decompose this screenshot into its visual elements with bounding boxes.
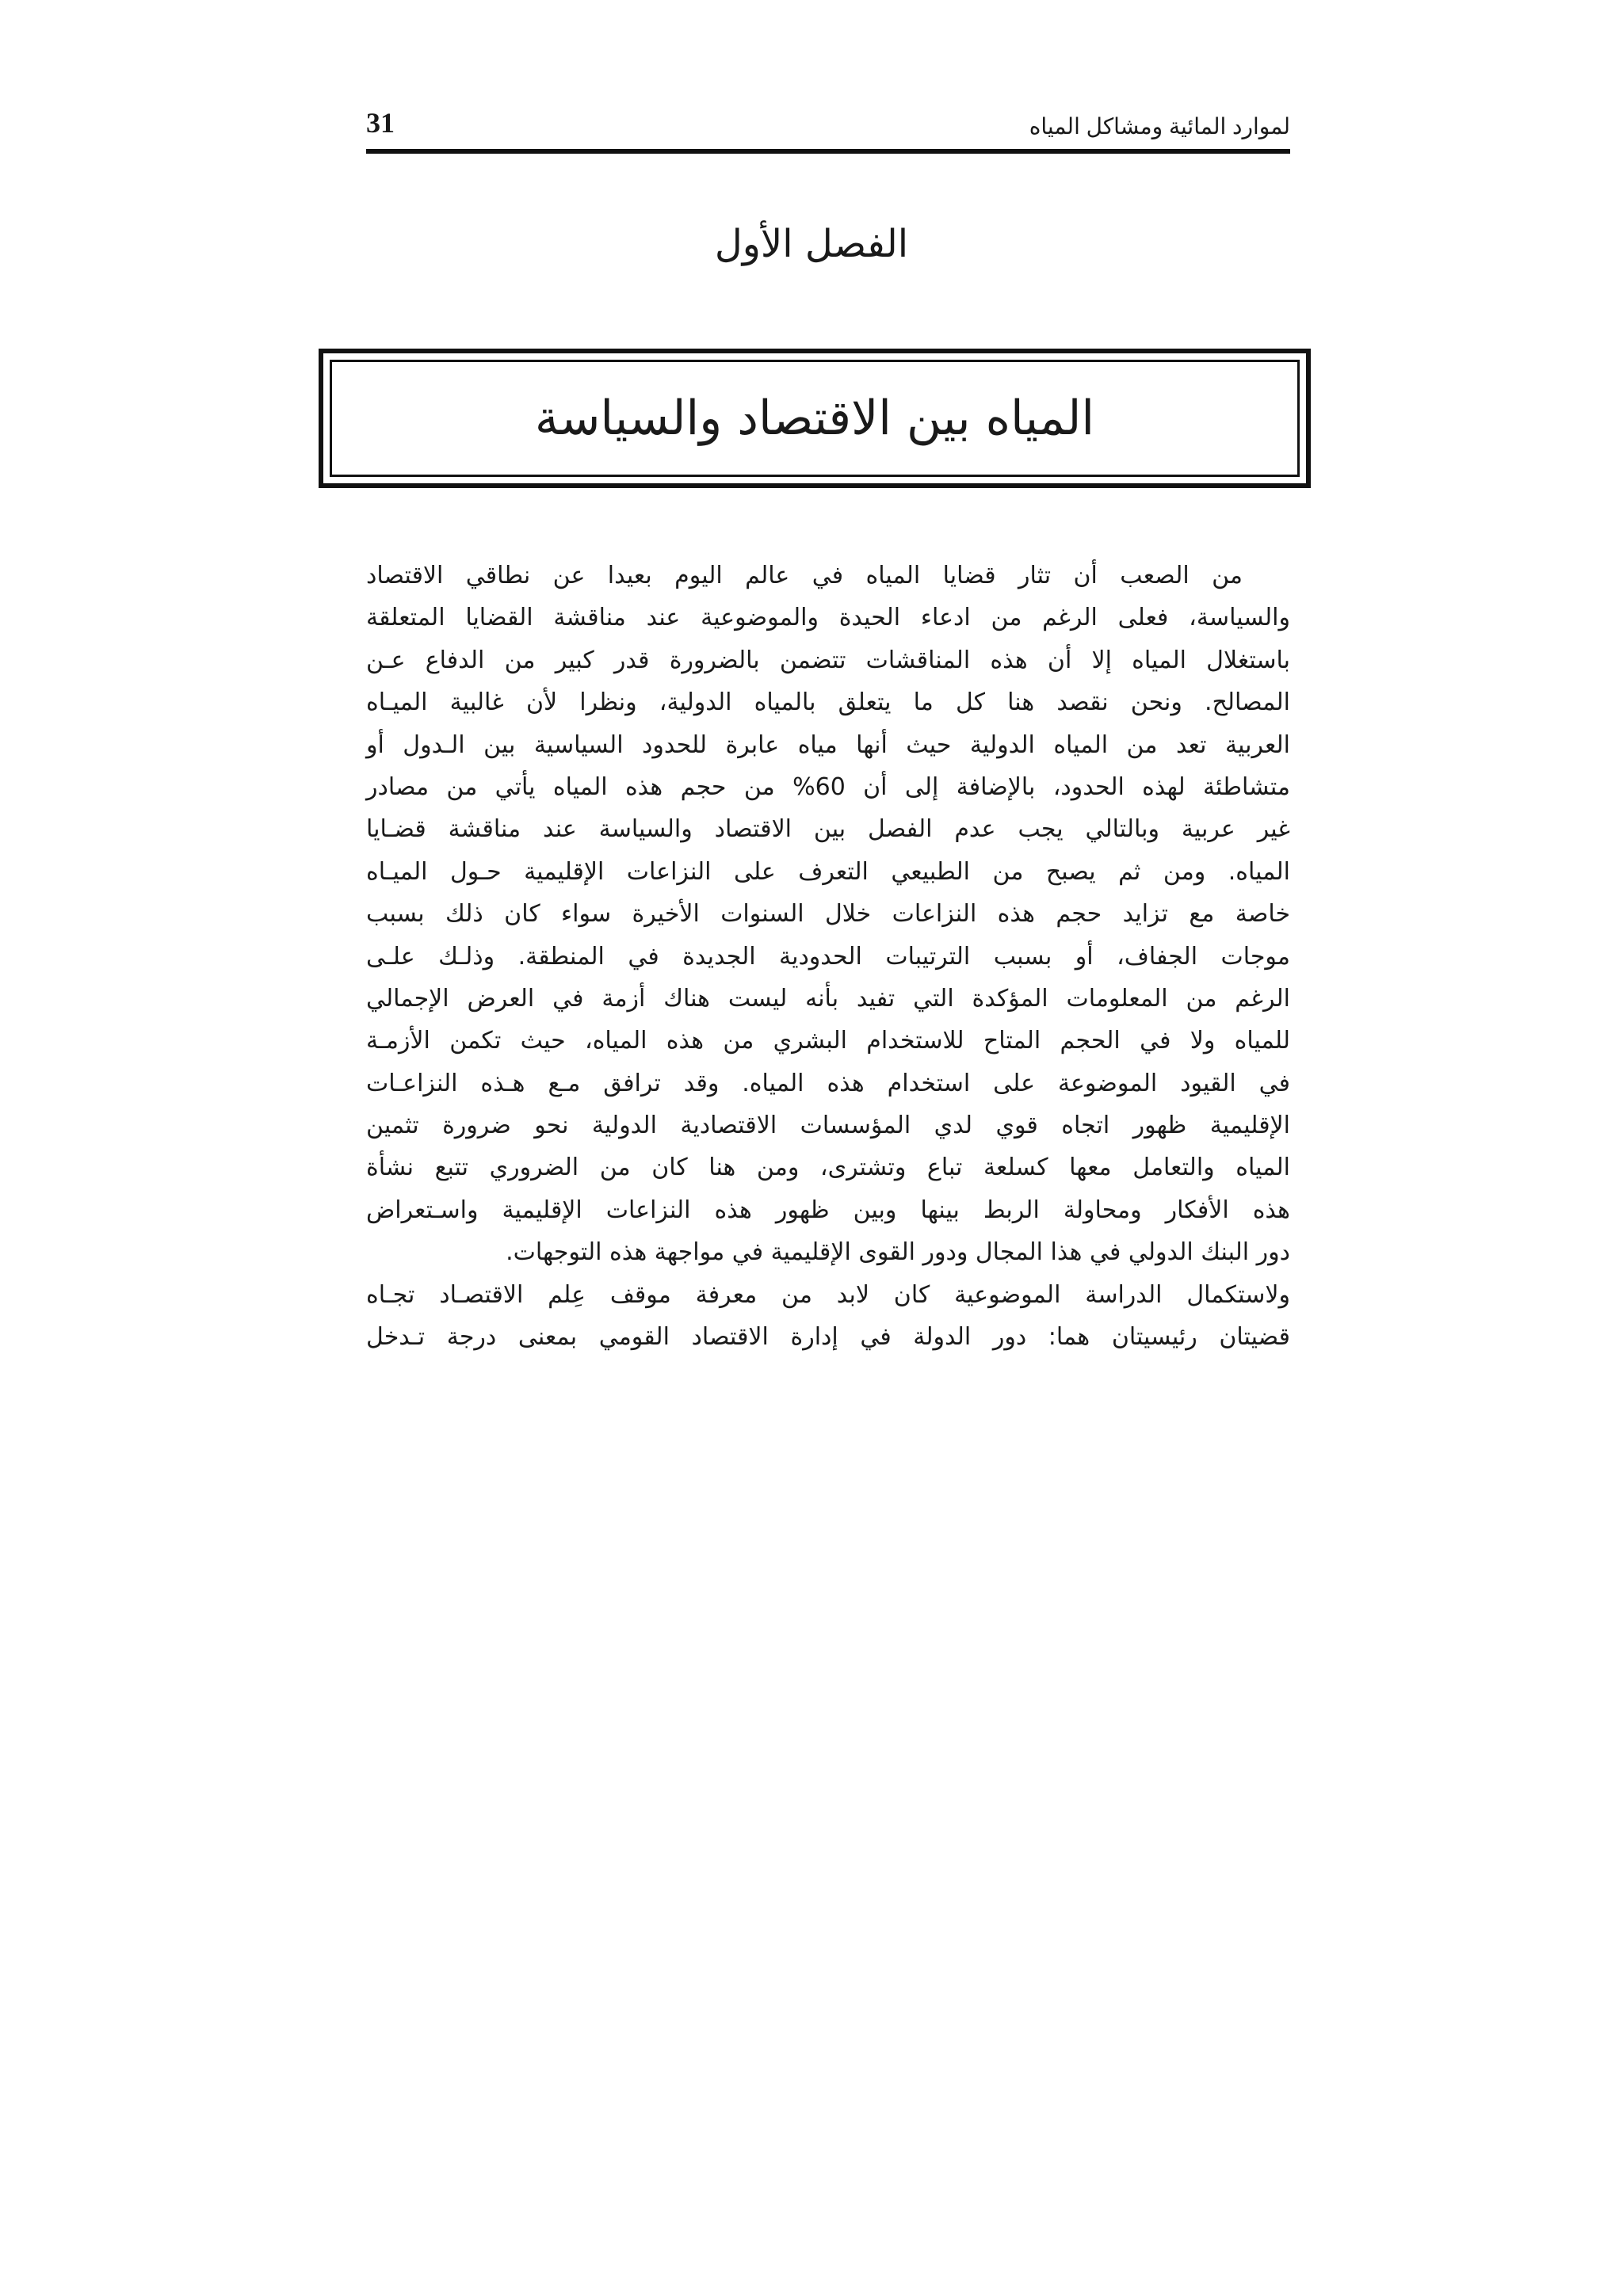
body-line: باستغلال المياه إلا أن هذه المناقشات تتضمن بالضرورة قدر كبير من الدفاع عـن [366,646,1290,674]
body-line: دور البنك الدولي في هذا المجال ودور القوى الإقليمية في مواجهة هذه التوجهات. [506,1238,1290,1267]
body-line: موجات الجفاف، أو بسبب الترتيبات الحدودية الجديدة في المنطقة. وذلـك علـى [366,942,1290,971]
body-line: للمياه ولا في الحجم المتاح للاستخدام البشري من هذه المياه، حيث تكمن الأزمـة [366,1027,1290,1055]
body-line: المياه. ومن ثم يصبح من الطبيعي التعرف على النزاعات الإقليمية حـول الميـاه [366,857,1290,886]
body-line: ولاستكمال الدراسة الموضوعية كان لابد من معرفة موقف عِلم الاقتصـاد تجـاه [366,1280,1290,1309]
body-line: المصالح. ونحن نقصد هنا كل ما يتعلق بالمياه الدولية، ونظرا لأن غالبية الميـاه [366,688,1290,717]
chapter-title-frame [319,349,1311,488]
body-paragraph [366,555,1290,1358]
running-header-title: لموارد المائية ومشاكل المياه [1029,114,1290,139]
body-line: متشاطئة لهذه الحدود، بالإضافة إلى أن 60% من حجم هذه المياه يأتي من مصادر [366,772,1290,801]
body-line: الإقليمية ظهور اتجاه قوي لدي المؤسسات الاقتصادية الدولية نحو ضرورة تثمين [366,1112,1290,1140]
chapter-label: الفصل الأول [714,222,909,266]
body-line: هذه الأفكار ومحاولة الربط بينها وبين ظهور هذه النزاعات الإقليمية واسـتعراض [366,1196,1290,1224]
running-header [366,101,1290,154]
body-line: العربية تعد من المياه الدولية حيث أنها مياه عابرة للحدود السياسية بين الـدول أو [366,730,1290,759]
body-line: خاصة مع تزايد حجم هذه النزاعات خلال السنوات الأخيرة سواء كان ذلك بسبب [366,900,1290,929]
page-number: 31 [366,107,395,139]
body-line: في القيود الموضوعة على استخدام هذه المياه. وقد ترافق مـع هـذه النزاعـات [366,1069,1290,1097]
body-line: والسياسة، فعلى الرغم من ادعاء الحيدة والموضوعية عند مناقشة القضايا المتعلقة [366,604,1290,632]
body-line: المياه والتعامل معها كسلعة تباع وتشترى، ومن هنا كان من الضروري تتبع نشأة [366,1154,1290,1182]
body-line: قضيتان رئيسيتان هما: دور الدولة في إدارة الاقتصاد القومي بمعنى درجة تـدخل [366,1323,1290,1352]
body-line: الرغم من المعلومات المؤكدة التي تفيد بأنه ليست هناك أزمة في العرض الإجمالي [366,984,1290,1013]
body-line: غير عربية وبالتالي يجب عدم الفصل بين الاقتصاد والسياسة عند مناقشة قضـايا [366,815,1290,844]
chapter-title: المياه بين الاقتصاد والسياسة [534,391,1095,446]
body-line: من الصعب أن تثار قضايا المياه في عالم اليوم بعيدا عن نطاقي الاقتصاد [366,562,1243,589]
chapter-title-frame-inner [330,360,1300,477]
